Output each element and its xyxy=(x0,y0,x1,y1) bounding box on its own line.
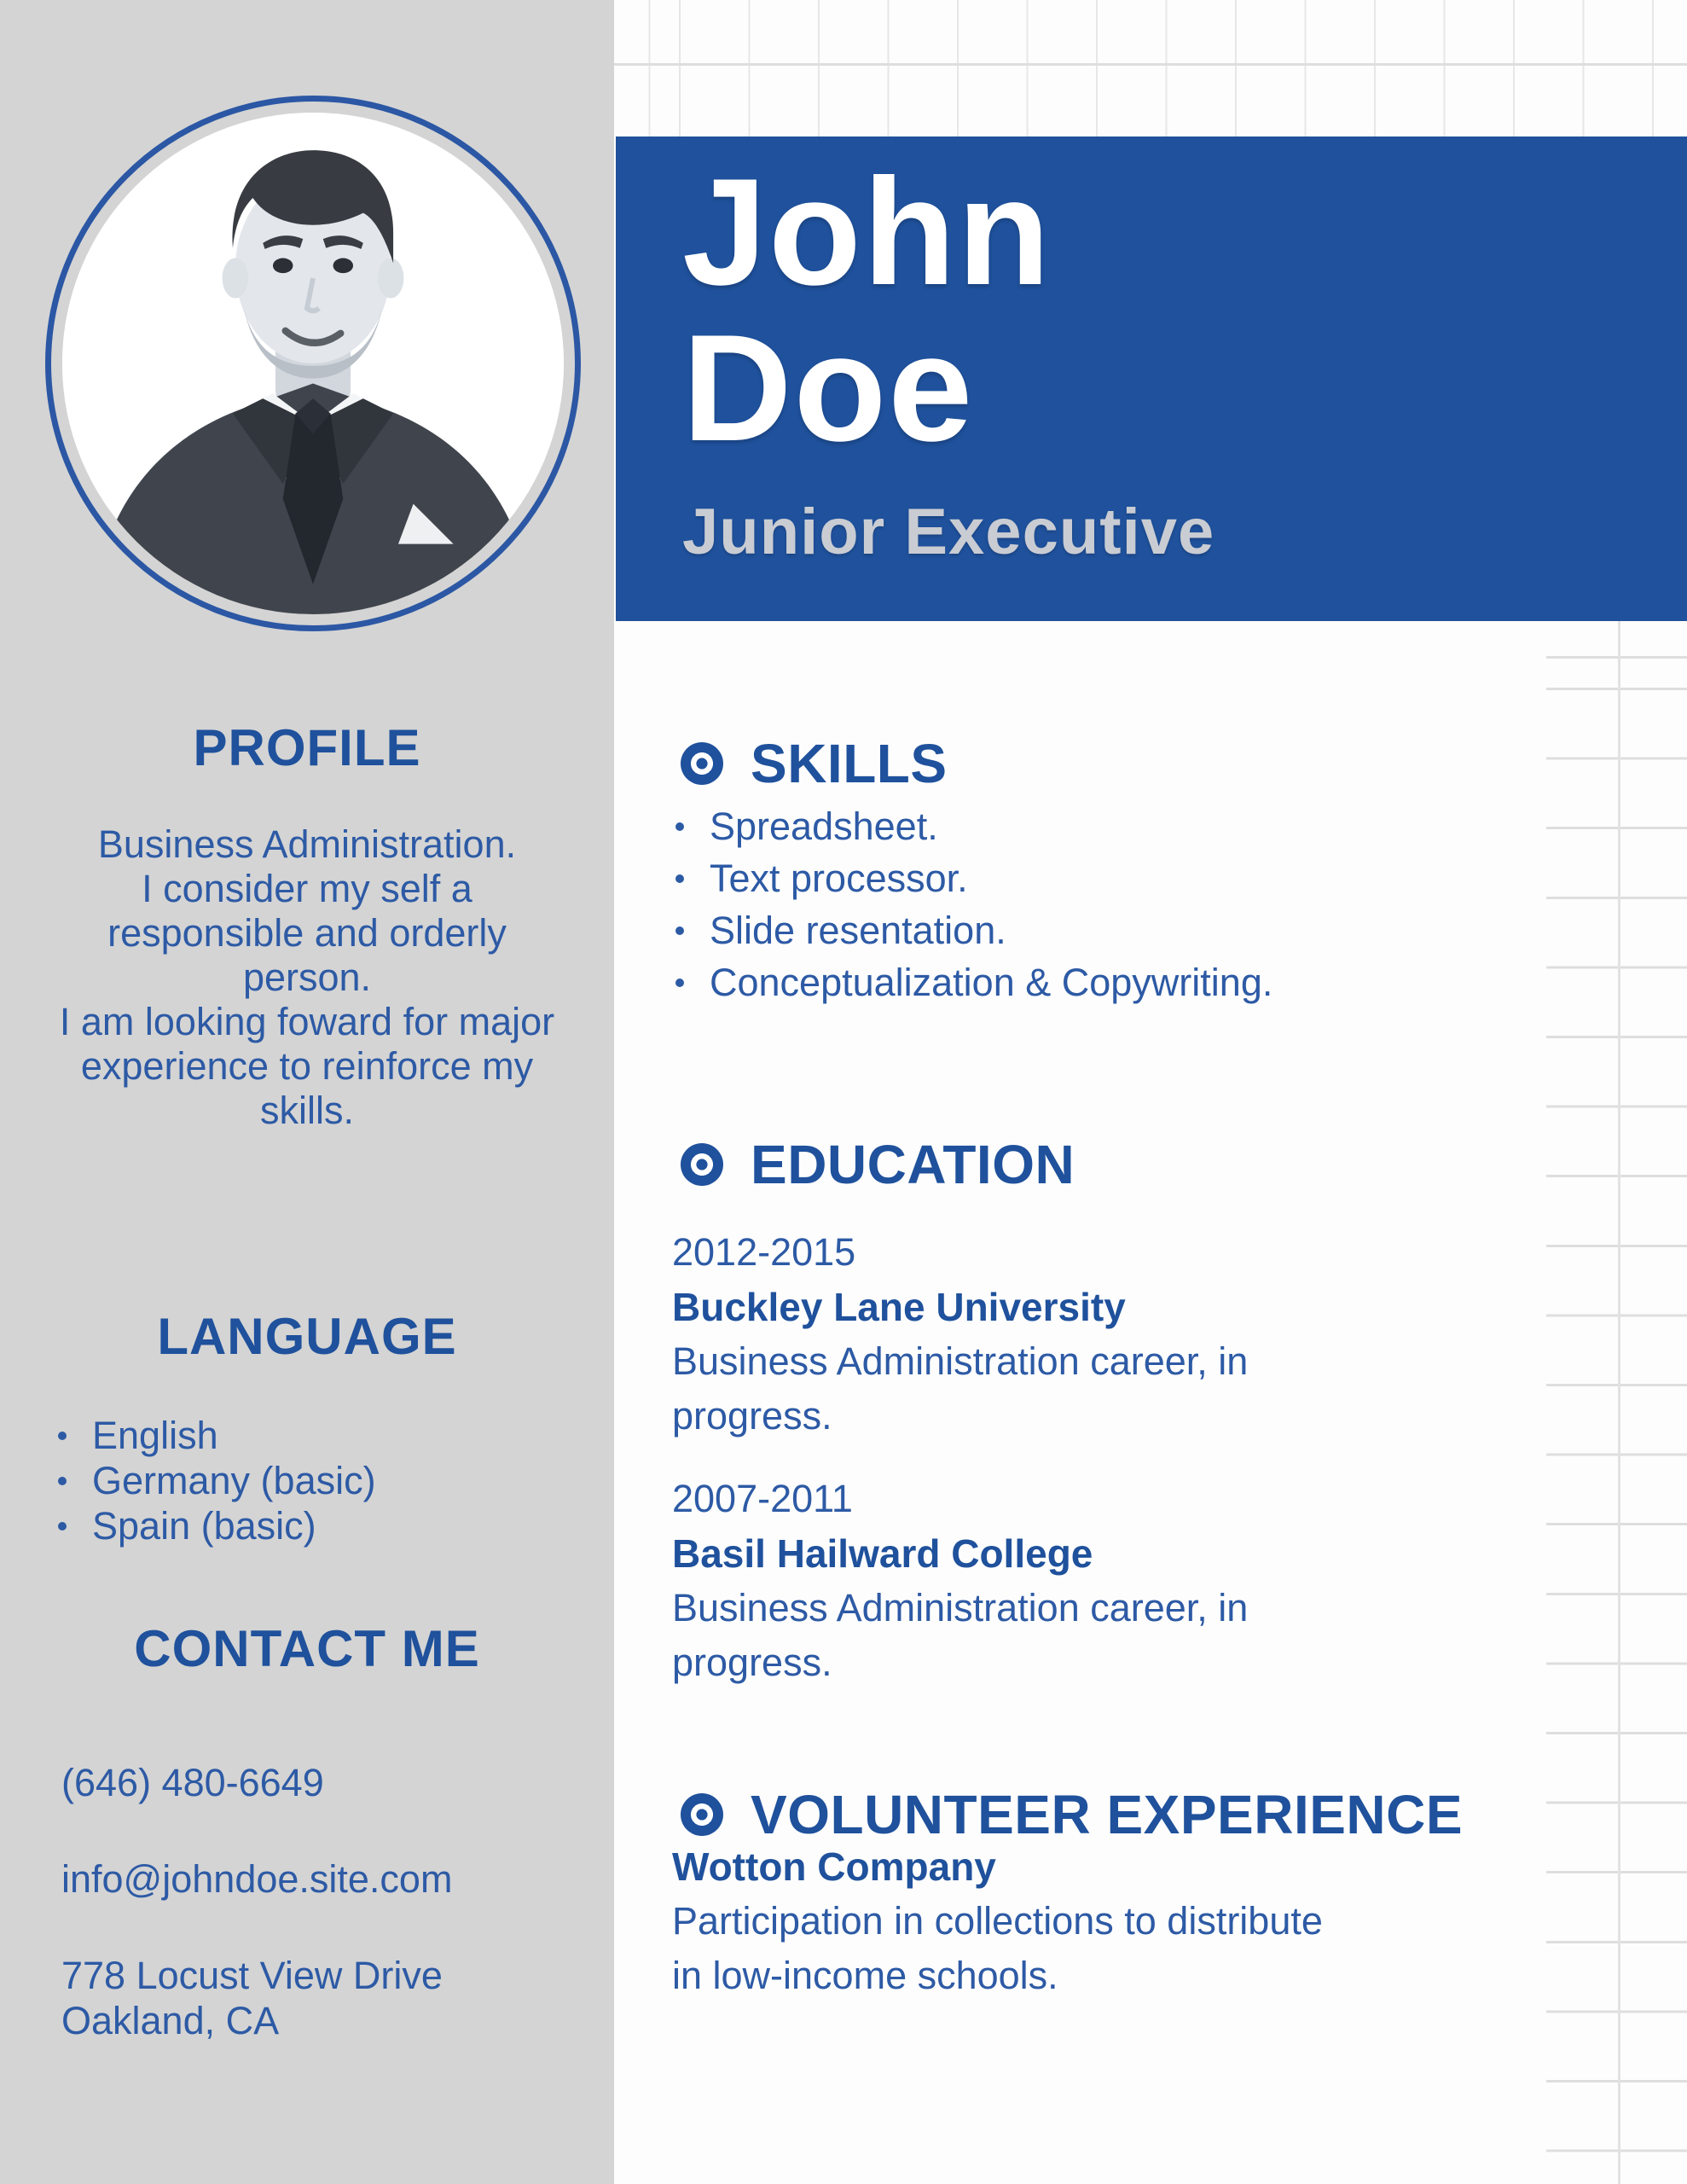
education-section-heading xyxy=(681,1133,1075,1196)
volunteer-desc: Participation in collections to distribute in low-income schools. xyxy=(672,1899,1323,1997)
list-item: Spain (basic) xyxy=(53,1503,376,1548)
education-entry xyxy=(672,1472,1388,1690)
photo-ring xyxy=(45,96,581,631)
education-desc: Business Administration career, in progress. xyxy=(672,1586,1249,1684)
sidebar xyxy=(0,0,614,2184)
profile-photo xyxy=(62,113,564,614)
phone-number: (646) 480-6649 xyxy=(61,1761,324,1804)
list-item: Slide resentation. xyxy=(672,904,1272,956)
bullseye-icon xyxy=(681,1143,723,1186)
skills-list xyxy=(672,800,1272,1008)
street-address: 778 Locust View Drive xyxy=(61,1954,443,1997)
bullseye-icon xyxy=(681,742,723,785)
last-name: Doe xyxy=(682,303,975,473)
profile-heading: PROFILE xyxy=(193,719,421,776)
bullseye-icon xyxy=(681,1793,723,1836)
list-item: Spreadsheet. xyxy=(672,800,1272,852)
volunteer-section-heading xyxy=(681,1783,1463,1846)
list-item: Text processor. xyxy=(672,852,1272,904)
first-name: John xyxy=(682,147,1052,317)
grid-hline xyxy=(614,63,1687,66)
profile-line: I consider my self a responsible and orderly person. xyxy=(107,867,507,999)
avatar xyxy=(62,113,564,614)
person-name xyxy=(682,147,1052,473)
grid-pattern-top xyxy=(614,0,1687,138)
grid-pattern-right xyxy=(1546,621,1687,2184)
city-state: Oakland, CA xyxy=(61,1999,280,2042)
header-banner xyxy=(616,136,1687,621)
profile-summary xyxy=(43,822,571,1133)
list-item: English xyxy=(53,1413,376,1458)
education-heading: EDUCATION xyxy=(751,1134,1075,1195)
volunteer-entry xyxy=(672,1839,1354,2003)
education-years: 2012-2015 xyxy=(672,1230,856,1274)
language-list xyxy=(53,1413,376,1548)
education-entry xyxy=(672,1225,1388,1443)
skills-heading: SKILLS xyxy=(751,733,948,794)
volunteer-company: Wotton Company xyxy=(672,1844,996,1889)
education-school: Basil Hailward College xyxy=(672,1531,1093,1576)
list-item: Germany (basic) xyxy=(53,1458,376,1503)
education-years: 2007-2011 xyxy=(672,1477,853,1520)
list-item: Conceptualization & Copywriting. xyxy=(672,956,1272,1008)
education-school: Buckley Lane University xyxy=(672,1285,1126,1329)
grid-vline xyxy=(1618,621,1620,2184)
profile-line: Business Administration. xyxy=(97,822,517,866)
job-title: Junior Executive xyxy=(682,496,1215,568)
email-address: info@johndoe.site.com xyxy=(61,1857,453,1901)
language-heading: LANGUAGE xyxy=(157,1308,457,1365)
volunteer-heading: VOLUNTEER EXPERIENCE xyxy=(751,1784,1464,1845)
profile-line: I am looking foward for major experience to reinforce my skills. xyxy=(59,1000,555,1132)
skills-section-heading xyxy=(681,732,948,795)
contact-heading: CONTACT ME xyxy=(134,1620,480,1677)
education-desc: Business Administration career, in progress. xyxy=(672,1339,1249,1438)
